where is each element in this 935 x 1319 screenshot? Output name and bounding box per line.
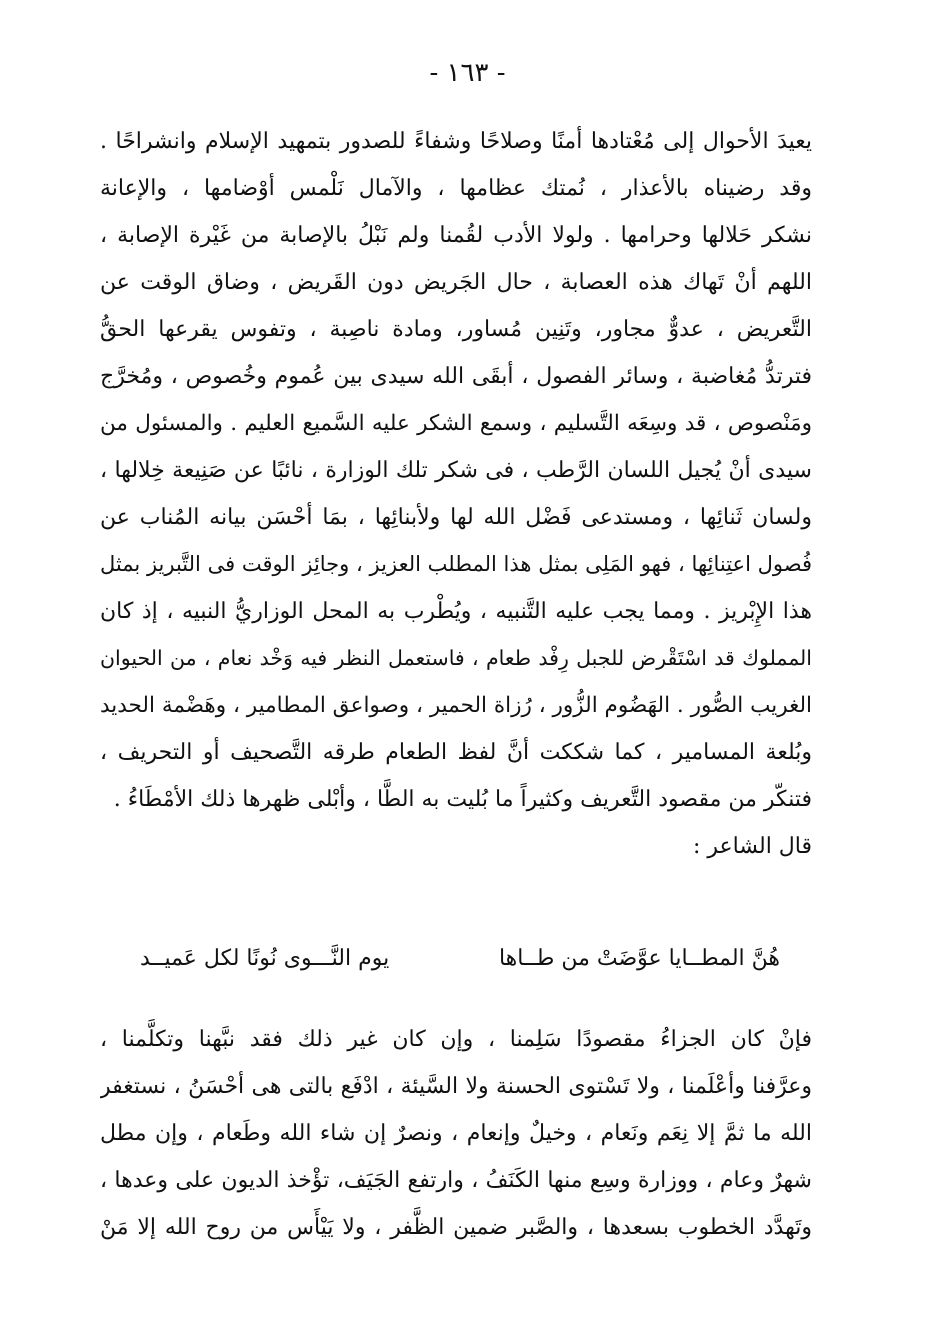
text-line: فترتدُّ مُغاضبة ، وسائر الفصول ، أبقَى الله سيدى بين عُموم وخُصوص ، ومُخرَّج [100,364,812,389]
poetry-verse [140,935,780,982]
text-line: وقد رضيناه بالأعذار ، نُمتك عظامها ، والآمال نَلْمس أوْضامها ، والإعانة [100,176,812,201]
text-line: نشكر حَلالها وحرامها . ولولا الأدب لقُمنا ولم نَبْلُ بالإصابة من غَيْرة الإصابة ، [100,223,812,248]
text-line: فتنكّر من مقصود التَّعريف وكثيراً ما بُليت به الطَّا ، وأبْلى ظهرها ذلك الأمْطَاءُ . [113,787,812,812]
text-line: ومَنْصوص ، قد وسِعَه التَّسليم ، وسمع الشكر عليه السَّميع العليم . والمسئول من [100,411,812,436]
text-line: هذا الإِبْريز . ومما يجب عليه التَّنبيه ، ويُطْرب به المحل الوزاريُّ النبيه ، إذ كان [100,599,812,624]
text-line: فإنْ كان الجزاءُ مقصودًا سَلِمنا ، وإن كان غير ذلك فقد نبَّهنا وتكلَّمنا ، [100,1027,812,1052]
text-line: وتَهدَّد الخطوب بسعدها ، والصَّبر ضمين الظَّفر ، ولا يَيْأَس من روح الله إلا مَنْ [100,1215,812,1240]
text-line: وبُلعة المسامير ، كما شككت أنَّ لفظ الطعام طرقه التَّصحيف أو التحريف ، [100,740,812,765]
text-line: التَّعريض ، عدوٌّ مجاور، وتَنِين مُساور، ومادة ناصِبة ، وتفوس يقرعها الحقُّ [100,317,812,342]
poet-intro-line: قال الشاعر : [692,834,812,859]
paragraph-2 [100,1016,812,1251]
text-line: المملوك قد اسْتَقْرض للجبل رِفْد طعام ، فاستعمل النظر فيه وَخْد نعام ، من الحيوان [100,646,812,670]
text-line: سيدى أنْ يُجيل اللسان الرَّطب ، فى شكر تلك الوزارة ، نائبًا عن صَنِيعة خِلالها ، [100,458,812,483]
paragraph-1 [100,118,812,870]
text-line: وعرَّفنا وأعْلَمنا ، ولا تَسْتوى الحسنة ولا السَّيئة ، ادْفَع بالتى هى أحْسَنُ ، نستغفر [100,1074,812,1099]
second-hemistich: يوم النَّـــوى نُونًا لكل عَميــد [140,946,390,971]
page-number: - ١٦٣ - [429,58,506,88]
text-line: ولسان ثَنائِها ، ومستدعى فَضْل الله لها ولأبنائِها ، بمَا أحْسَن بيانه المُناب عن [100,505,812,530]
text-line: يعيدَ الأحوال إلى مُعْتادها أمنًا وصلاحًا وشفاءً للصدور بتمهيد الإسلام وانشراحًا . [100,129,812,154]
text-line: الغريب الصُّور . الهَضُوم الزُّور ، رُزاة الحمير ، وصواعق المطامير ، وهَضْمة الحديد [100,693,812,718]
text-line: فُصول اعتِنائِها ، فهو المَلِى بمثل هذا المطلب العزيز ، وجائِز الوقت فى التَّبريز بمثل [100,552,812,576]
text-line: الله ما ثمَّ إلا نِعَم ونَعام ، وخيلٌ وإنعام ، ونصرٌ إن شاء الله وطَعام ، وإن مطل [100,1121,812,1146]
text-line: شهرٌ وعام ، ووزارة وسِع منها الكَنَفُ ، وارتفع الجَيَف، تؤْخذ الديون على وعدها ، [100,1168,812,1193]
first-hemistich: هُنَّ المطــايا عوَّضَتْ من طــاها [498,946,780,971]
text-line: اللهم أنْ تَهاك هذه العصابة ، حال الجَريض دون القَريض ، وضاق الوقت عن [100,270,812,295]
